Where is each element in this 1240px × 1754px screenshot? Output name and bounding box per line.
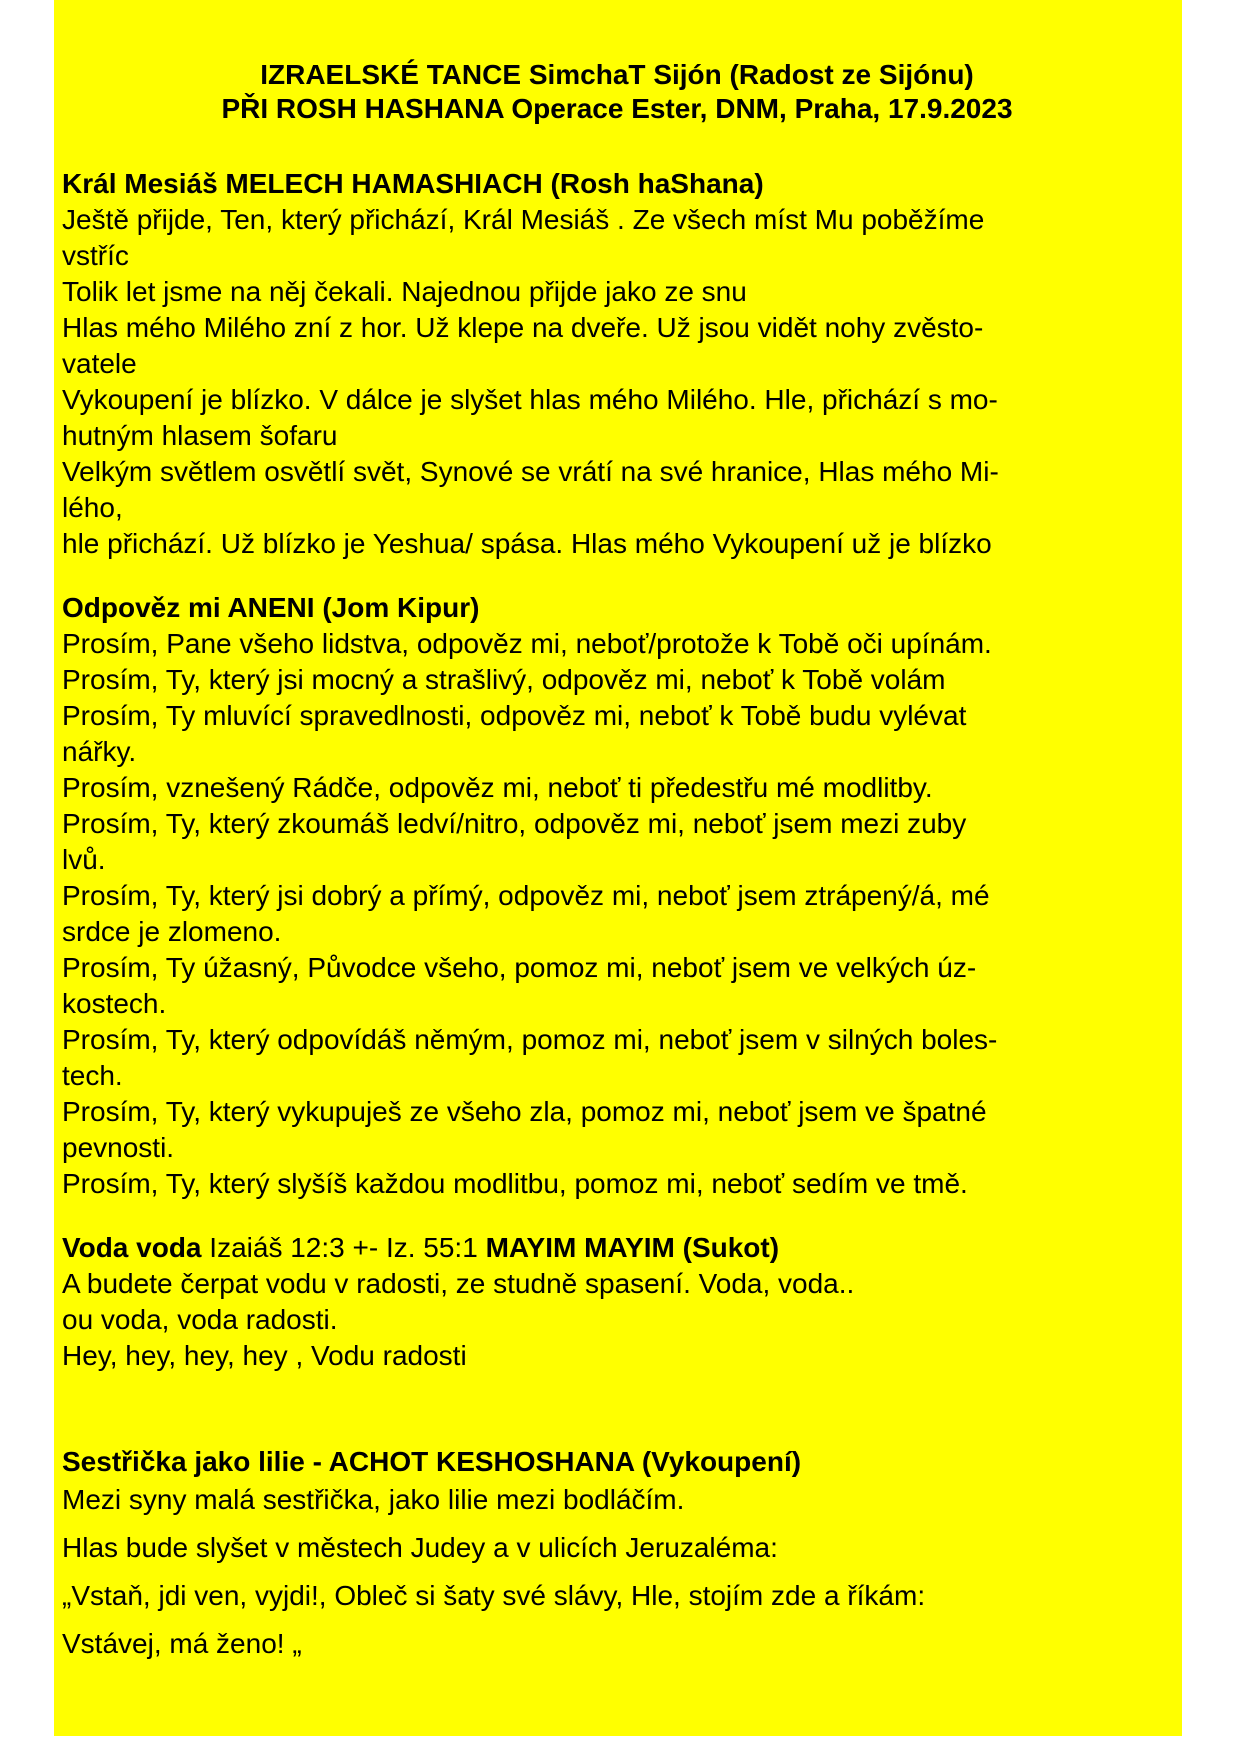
lyric-line: Prosím, Ty, který jsi dobrý a přímý, odpověz mi, neboť jsem ztrápený/á, mé <box>62 880 990 911</box>
song-heading-title: Voda voda <box>62 1232 202 1263</box>
song-heading-reference: Izaiáš 12:3 +- Iz. 55:1 <box>201 1232 486 1263</box>
lyric-line: ou voda, voda radosti. <box>62 1304 338 1335</box>
lyric-line: Prosím, vznešený Rádče, odpověz mi, neboť ti předestřu mé modlitby. <box>62 772 933 803</box>
lyric-line: Vykoupení je blízko. V dálce je slyšet hlas mého Milého. Hle, přichází s mo- <box>62 384 998 415</box>
song-heading: Odpověz mi ANENI (Jom Kipur) <box>62 592 480 623</box>
section-spacer <box>62 1402 1172 1444</box>
document-title <box>62 58 1172 126</box>
song-heading-hebrew: MAYIM MAYIM (Sukot) <box>485 1232 780 1263</box>
lyric-line: hutným hlasem šofaru <box>62 420 338 451</box>
lyric-line: Prosím, Ty úžasný, Původce všeho, pomoz mi, neboť jsem ve velkých úz- <box>62 952 977 983</box>
lyric-line: srdce je zlomeno. <box>62 916 282 947</box>
lyric-line: lvů. <box>62 844 106 875</box>
lyric-line: Prosím, Ty, který vykupuješ ze všeho zla, pomoz mi, neboť jsem ve špatné <box>62 1096 987 1127</box>
lyric-line: Hlas bude slyšet v městech Judey a v ulicích Jeruzaléma: <box>62 1532 778 1563</box>
lyric-line: vstříc <box>62 240 129 271</box>
title-line-2: PŘI ROSH HASHANA Operace Ester, DNM, Praha, 17.9.2023 <box>221 93 1013 124</box>
lyric-line: Prosím, Ty mluvící spravedlnosti, odpověz mi, neboť k Tobě budu vylévat <box>62 700 967 731</box>
lyric-line: Velkým světlem osvětlí svět, Synové se vrátí na své hranice, Hlas mého Mi- <box>62 456 999 487</box>
song-aneni <box>62 590 1172 1202</box>
lyric-line: „Vstaň, jdi ven, vyjdi!, Obleč si šaty své slávy, Hle, stojím zde a říkám: <box>62 1580 926 1611</box>
lyric-line: Prosím, Ty, který jsi mocný a strašlivý, odpověz mi, neboť k Tobě volám <box>62 664 946 695</box>
lyric-line: Tolik let jsme na něj čekali. Najednou přijde jako ze snu <box>62 276 747 307</box>
lyric-line: lého, <box>62 492 123 523</box>
song-heading: Král Mesiáš MELECH HAMASHIACH (Rosh haShana) <box>62 168 764 199</box>
lyric-line: Prosím, Ty, který slyšíš každou modlitbu, pomoz mi, neboť sedím ve tmě. <box>62 1168 968 1199</box>
lyric-line: Prosím, Ty, který zkoumáš ledví/nitro, odpověz mi, neboť jsem mezi zuby <box>62 808 967 839</box>
title-line-1: IZRAELSKÉ TANCE SimchaT Sijón (Radost ze Sijónu) <box>260 59 974 90</box>
lyric-line: Hey, hey, hey, hey , Vodu radosti <box>62 1340 467 1371</box>
song-mayim-mayim <box>62 1230 1172 1374</box>
song-melech-hamashiach <box>62 166 1172 562</box>
lyric-line: Prosím, Pane všeho lidstva, odpověz mi, neboť/protože k Tobě oči upínám. <box>62 628 992 659</box>
lyric-line: Vstávej, má ženo! „ <box>62 1628 302 1659</box>
song-heading: Sestřička jako lilie - ACHOT KESHOSHANA (Vykoupení) <box>62 1446 802 1477</box>
lyric-line: nářky. <box>62 736 137 767</box>
lyric-line: Mezi syny malá sestřička, jako lilie mezi bodláčím. <box>62 1484 685 1515</box>
song-heading <box>62 1230 1172 1266</box>
document-content <box>62 58 1172 1690</box>
lyric-line: Ještě přijde, Ten, který přichází, Král Mesiáš . Ze všech míst Mu poběžíme <box>62 204 985 235</box>
lyric-line: tech. <box>62 1060 123 1091</box>
lyric-line: hle přichází. Už blízko je Yeshua/ spása. Hlas mého Vykoupení už je blízko <box>62 528 992 559</box>
lyric-line: Hlas mého Milého zní z hor. Už klepe na dveře. Už jsou vidět nohy zvěsto- <box>62 312 984 343</box>
lyric-line: pevnosti. <box>62 1132 175 1163</box>
lyric-line: A budete čerpat vodu v radosti, ze studně spasení. Voda, voda.. <box>62 1268 855 1299</box>
document-page <box>54 0 1182 1736</box>
song-achot-keshoshana <box>62 1444 1172 1662</box>
lyric-line: kostech. <box>62 988 167 1019</box>
lyric-line: vatele <box>62 348 137 379</box>
lyric-line: Prosím, Ty, který odpovídáš němým, pomoz mi, neboť jsem v silných boles- <box>62 1024 998 1055</box>
